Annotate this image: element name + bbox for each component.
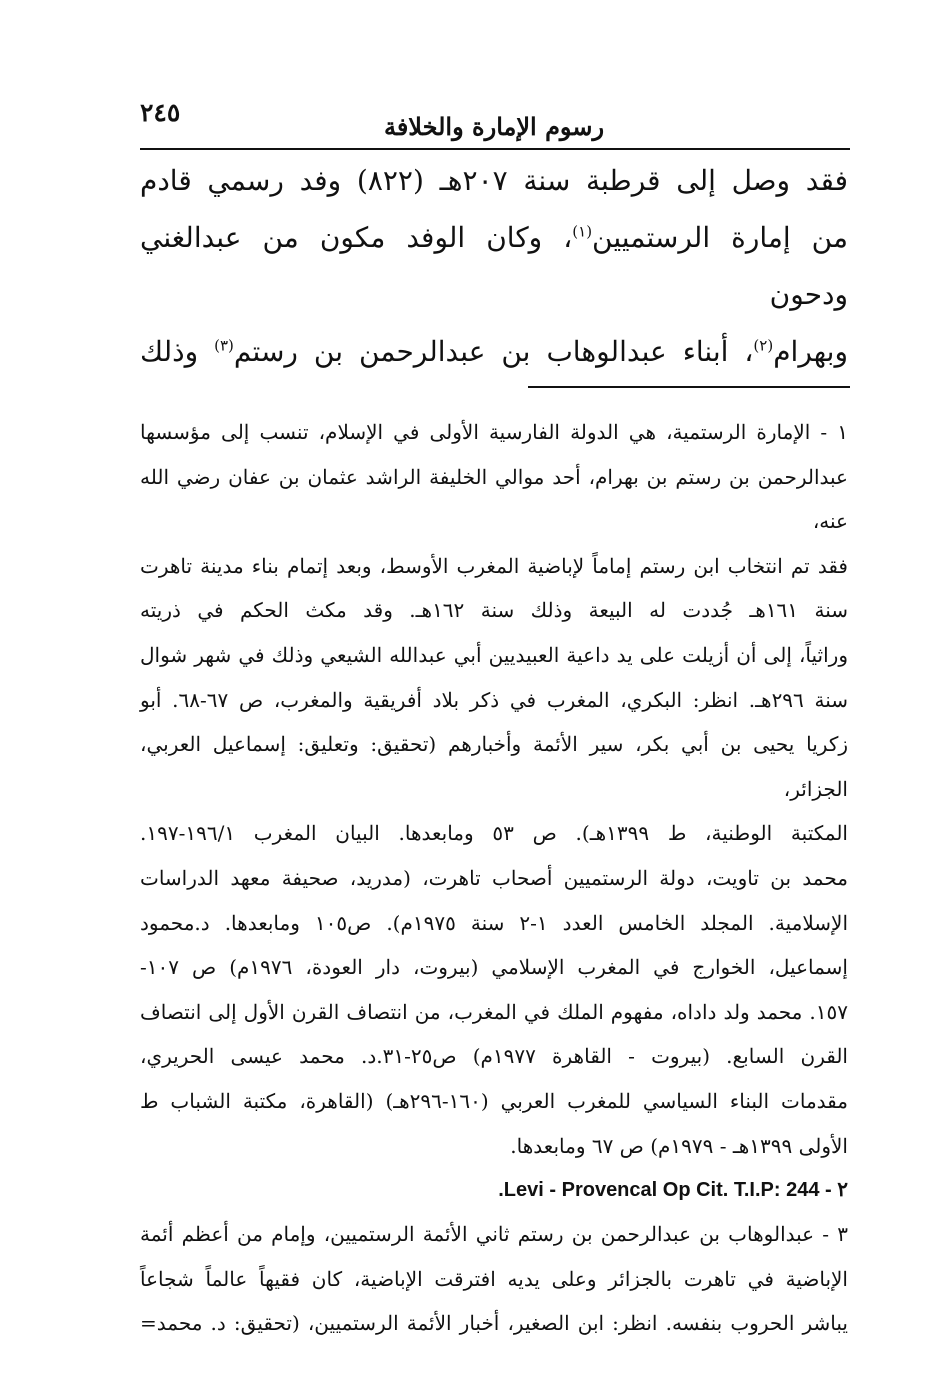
footnote-line: ٣ - عبدالوهاب بن عبدالرحمن بن رستم ثاني الأئمة الرستميين، وإمام من أعظم أئمة xyxy=(140,1222,848,1247)
body-line: فقد وصل إلى قرطبة سنة ٢٠٧هـ (٨٢٢) وفد رسمي قادم xyxy=(140,164,849,197)
footnote-line: إسماعيل، الخوارج في المغرب الإسلامي (بيروت، دار العودة، ١٩٧٦م) ص ١٠٧- xyxy=(140,955,848,980)
footnote-ref-2: (٢) xyxy=(753,336,774,355)
running-header-title: رسوم الإمارة والخلافة xyxy=(383,112,605,141)
footnote-2 xyxy=(140,1168,848,1212)
main-body-text xyxy=(140,152,848,380)
footnote-line: الإباضية في تاهرت بالجزائر وعلى يديه افترقت الإباضية، كان فقيهاً عالماً شجاعاً xyxy=(140,1266,848,1291)
body-line xyxy=(140,209,848,323)
page-number: ٢٤٥ xyxy=(140,98,181,127)
footnote-line: ١ - الإمارة الرستمية، هي الدولة الفارسية الأولى في الإسلام، تنسب إلى مؤسسها xyxy=(140,420,848,444)
footnote-line: يباشر الحروب بنفسه. انظر: ابن الصغير، أخبار الأئمة الرستميين، (تحقيق: د. محمد= xyxy=(140,1311,849,1336)
footnote-line: المكتبة الوطنية، ط ١٣٩٩هـ). ص ٥٣ ومابعدها. البيان المغرب ١٩٦/١-١٩٧. xyxy=(140,821,848,846)
footnote-line: عبدالرحمن بن رستم بن بهرام، أحد موالي الخليفة الراشد عثمان بن عفان رضي الله عنه، xyxy=(140,464,848,534)
footnote-line: مقدمات البناء السياسي للمغرب العربي (١٦٠-٢٩٦هـ) (القاهرة، مكتبة الشباب ط xyxy=(140,1088,848,1113)
footnote-separator xyxy=(528,386,850,388)
footnote-2-number: ٢ - xyxy=(825,1179,848,1202)
footnote-1 xyxy=(140,410,848,1168)
footnote-line: سنة ٢٩٦هـ. انظر: البكري، المغرب في ذكر بلاد أفريقية والمغرب، ص ٦٧-٦٨. أبو xyxy=(140,687,849,712)
footnote-line: زكريا يحيى بن أبي بكر، سير الأئمة وأخبارهم (تحقيق: وتعليق: إسماعيل العربي، الجزائر، xyxy=(140,732,848,801)
body-text-fragment: ، أبناء عبدالوهاب بن عبدالرحمن بن رستم xyxy=(233,335,754,368)
footnote-line: وراثياً، إلى أن أزيلت على يد داعية العبيديين أبي عبدالله الشيعي وذلك في شهر شوال xyxy=(140,642,848,667)
footnote-line: فقد تم انتخاب ابن رستم إماماً لإباضية المغرب الأوسط، وبعد إتمام بناء مدينة تاهرت xyxy=(140,553,848,578)
footnote-line: محمد بن تاويت، دولة الرستميين أصحاب تاهرت، (مدريد، صحيفة معهد الدراسات xyxy=(140,865,848,890)
body-text-fragment: من إمارة الرستميين xyxy=(592,221,848,254)
footnote-line: القرن السابع. (بيروت - القاهرة ١٩٧٧م) ص٢٥-٣١.د. محمد عيسى الحريري، xyxy=(140,1044,848,1069)
footnote-line: سنة ١٦١هـ جُددت له البيعة وذلك سنة ١٦٢هـ. وقد مكث الحكم في ذريته xyxy=(140,598,848,623)
body-text-fragment: ، وكان الوفد مكون من عبدالغني ودحون xyxy=(140,221,848,311)
header-divider xyxy=(140,148,850,150)
body-text-fragment: وذلك xyxy=(140,335,215,368)
footnote-ref-1: (١) xyxy=(572,222,593,241)
body-text-fragment: وبهرام xyxy=(773,335,848,368)
footnote-ref-3: (٣) xyxy=(214,336,234,355)
footnote-line: الإسلامية. المجلد الخامس العدد ١-٢ سنة ١٩٧٥م). ص١٠٥ ومابعدها. د.محمود xyxy=(140,910,848,935)
footnote-line: الأولى ١٣٩٩هـ - ١٩٧٩م) ص ٦٧ ومابعدها. xyxy=(510,1133,848,1158)
body-line xyxy=(140,323,848,380)
footnote-2-citation: .Levi - Provencal Op Cit. T.I.P: 244 xyxy=(498,1179,820,1202)
footnotes-section xyxy=(140,410,848,1346)
footnote-line: ١٥٧. محمد ولد داداه، مفهوم الملك في المغرب، من انتصاف القرن الأول إلى انتصاف xyxy=(140,999,848,1024)
footnote-3 xyxy=(140,1212,848,1346)
